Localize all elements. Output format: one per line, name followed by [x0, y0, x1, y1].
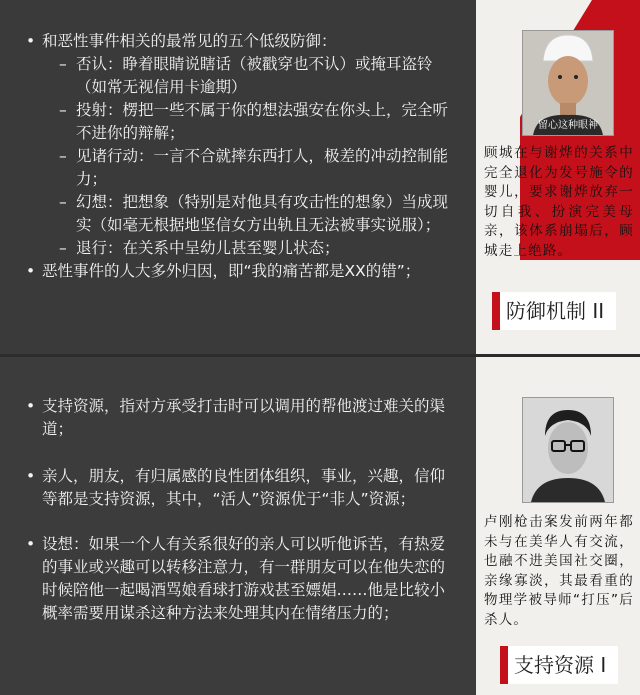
sub-bullet-fantasy: – 幻想：把想象（特别是对他具有攻击性的想象）当成现实（如毫无根据地坚信女方出轨且无法被事实说服）； — [56, 191, 460, 237]
bullet-main-2: • 恶性事件的人大多外归因，即“我的痛苦都是XX的错”； — [20, 260, 460, 283]
portrait-photo-lu-gang — [522, 397, 614, 503]
bullet-main-1: • 和恶性事件相关的最常见的五个低级防御： – 否认：睁着眼睛说瞎话（被戳穿也不认）或掩耳盗铃（如常无视信用卡逾期） – 投射：楞把一些不属于你的想法强安在你头上，完全听不进你的辩解； – 见诸行动：一言不合就摔东西打人，极差的冲动控制能力； – 幻想：把想象（特别是对他具有攻击性的想象）当成现实（如毫无根据地坚信女方出轨且无法被事实说服）； – 退行：在关系中呈幼儿甚至婴儿状态； — [20, 30, 460, 260]
tag-support-resource — [500, 646, 618, 684]
sub-bullet-regression: – 退行：在关系中呈幼儿甚至婴儿状态； — [56, 237, 460, 260]
portrait-photo-gu-cheng — [522, 30, 614, 136]
defense-text-block — [20, 30, 460, 283]
bullet-support-examples: • 亲人，朋友，有归属感的良性团体组织，事业，兴趣，信仰等都是支持资源，其中，“活人”资源优于“非人”资源； — [20, 465, 460, 511]
support-resource-panel — [0, 357, 640, 695]
sub-bullet-list — [56, 53, 460, 260]
side-text-gu-cheng: 顾城在与谢烨的关系中完全退化为发号施令的婴儿，要求谢烨放弃一切自我、扮演完美母亲，该体系崩塌后，顾城走上绝路。 — [484, 145, 634, 259]
bullet-support-definition: • 支持资源，指对方承受打击时可以调用的帮他渡过难关的渠道； — [20, 395, 460, 441]
portrait-man-glasses-icon — [523, 398, 613, 502]
side-text-lu-gang: 卢刚枪击案发前两年都未与在美华人有交流，也融不进美国社交圈，亲缘寡淡，其最看重的物理学被导师“打压”后杀人。 — [484, 514, 634, 628]
tag-defense-mechanism — [492, 292, 616, 330]
sub-bullet-acting-out: – 见诸行动：一言不合就摔东西打人，极差的冲动控制能力； — [56, 145, 460, 191]
sub-bullet-projection: – 投射：楞把一些不属于你的想法强安在你头上，完全听不进你的辩解； — [56, 99, 460, 145]
side-column-top — [476, 0, 640, 355]
bullet-support-hypothesis: • 设想：如果一个人有关系很好的亲人可以听他诉苦，有热爱的事业或兴趣可以转移注意力，有一群朋友可以在他失恋的时候陪他一起喝酒骂娘看球打游戏甚至嫖娼……他是比较小概率需要用谋杀这种方法来处理其内在情绪压力的； — [20, 533, 460, 625]
photo-caption: 留心这种眼神 — [538, 120, 598, 131]
sub-bullet-denial: – 否认：睁着眼睛说瞎话（被戳穿也不认）或掩耳盗铃（如常无视信用卡逾期） — [56, 53, 460, 99]
tag-label: 支持资源 I — [514, 653, 607, 677]
tag-label: 防御机制 II — [506, 299, 605, 323]
side-column-bottom — [476, 357, 640, 695]
support-text-block — [20, 395, 460, 625]
